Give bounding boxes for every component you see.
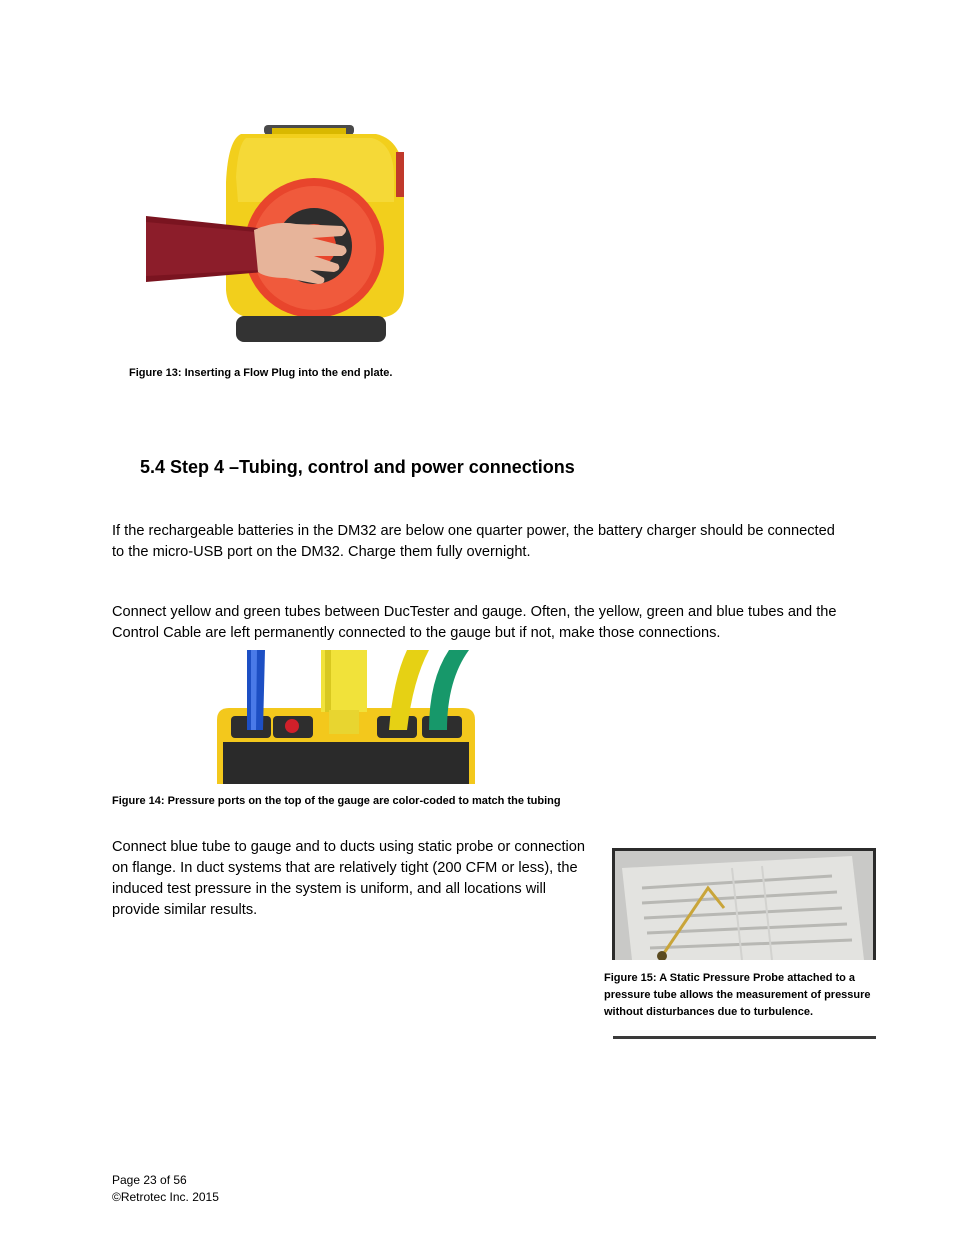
figure-13-caption: Figure 13: Inserting a Flow Plug into the end plate.: [129, 367, 393, 379]
figure-15-rule: [613, 1036, 876, 1039]
footer-page-number: Page 23 of 56: [112, 1173, 187, 1187]
section-heading: 5.4 Step 4 –Tubing, control and power connections: [140, 457, 575, 477]
figure-13-image: [146, 122, 411, 344]
figure-14-caption: Figure 14: Pressure ports on the top of the gauge are color-coded to match the tubing: [112, 795, 561, 807]
paragraph-battery: If the rechargeable batteries in the DM32 are below one quarter power, the battery charger should be connected to the micro-USB port on the DM32. Charge them fully overnight.: [112, 523, 835, 560]
figure-14-image: [217, 650, 475, 784]
paragraph-tubes: Connect yellow and green tubes between DucTester and gauge. Often, the yellow, green and blue tubes and the Control Cable are left permanently connected to the gauge but if not, make those connections.: [112, 604, 837, 641]
figure-15-image: [612, 848, 876, 960]
paragraph-blue-tube: Connect blue tube to gauge and to ducts using static probe or connection on flange. In duct systems that are relatively tight (200 CFM or less), the induced test pressure in the system is uniform, and all locations will provide similar results.: [112, 839, 585, 918]
figure-15-caption: Figure 15: A Static Pressure Probe attached to a pressure tube allows the measurement of pressure without disturbances due to turbulence.: [604, 972, 871, 1018]
footer-copyright: ©Retrotec Inc. 2015: [112, 1190, 219, 1204]
